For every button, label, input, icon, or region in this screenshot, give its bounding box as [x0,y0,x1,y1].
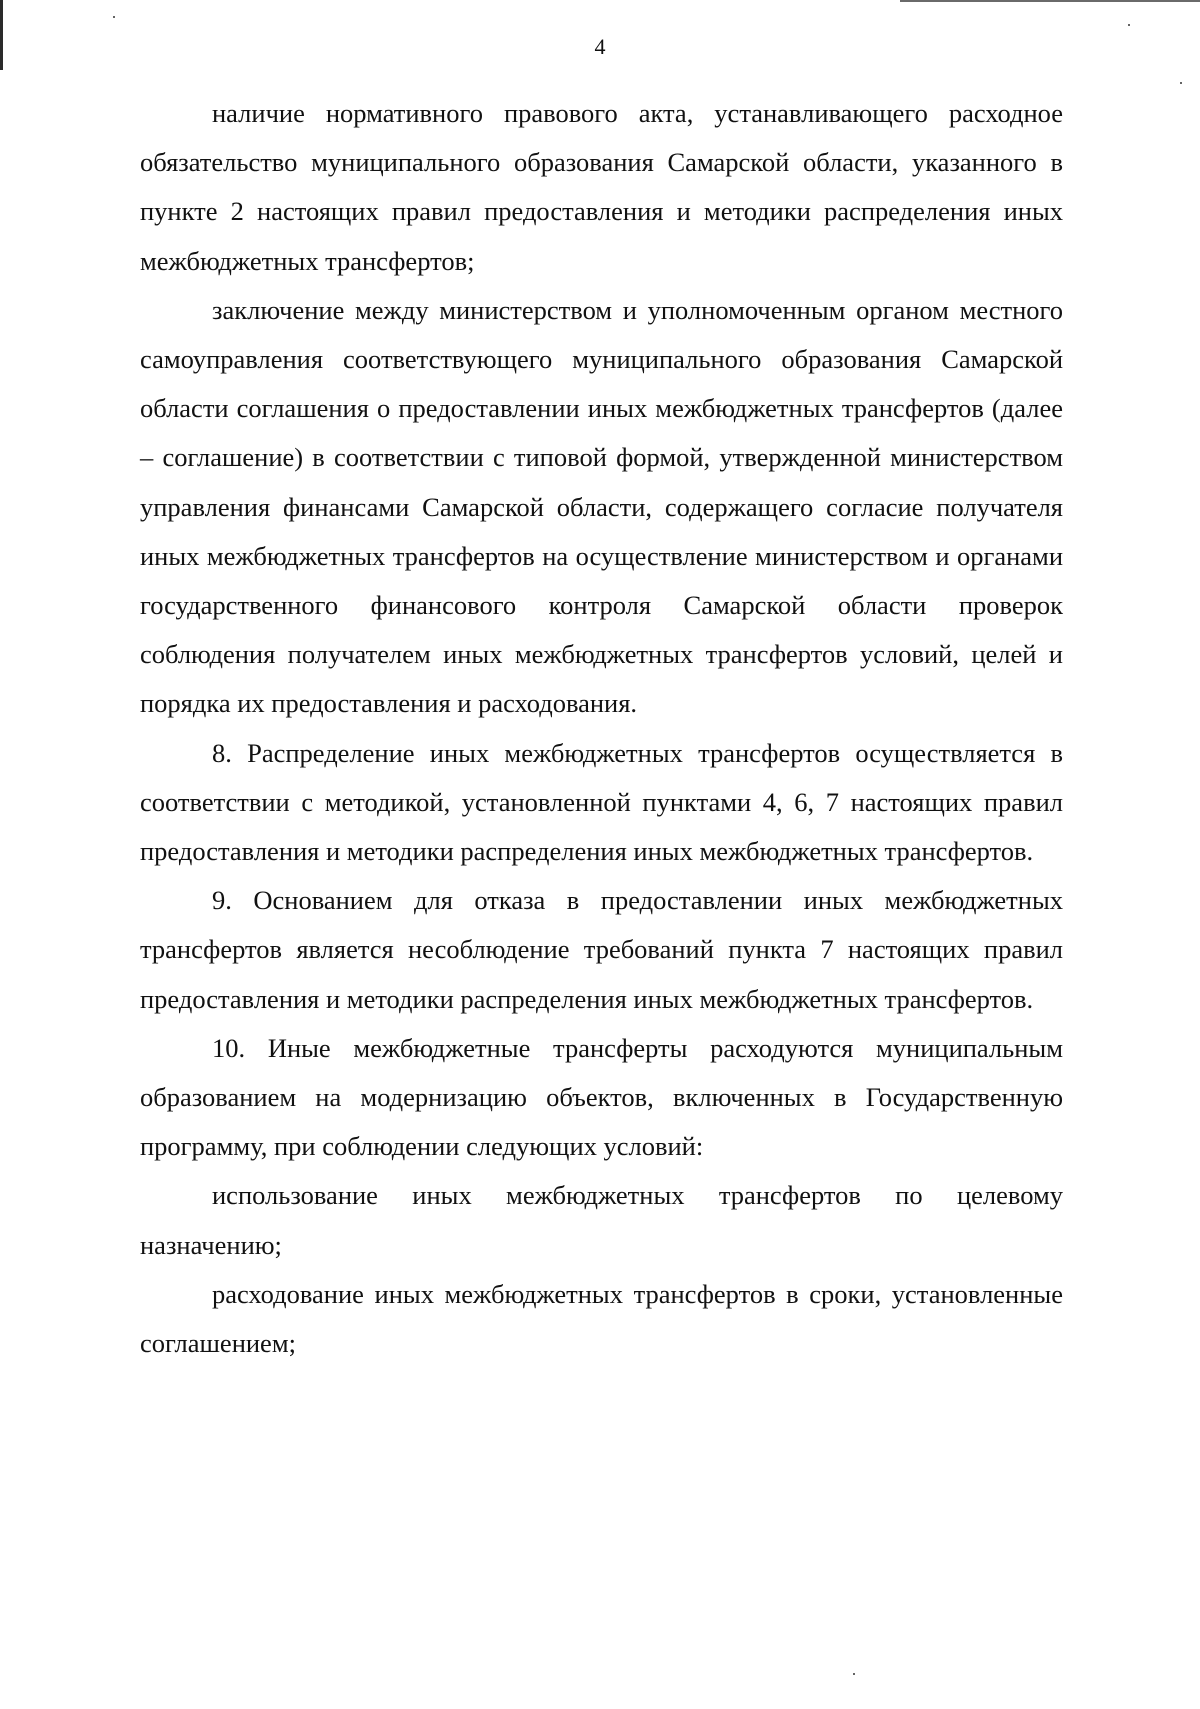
scan-speck [1128,24,1130,26]
paragraph-agreement: заключение между министерством и уполномоченным органом местного самоуправления соответствующего муниципального образования Самарской области соглашения о предоставлении иных межбюджетных трансфертов (далее – соглашение) в соответствии с типовой формой, утвержденной министерством управления финансами Самарской области, содержащего согласие получателя иных межбюджетных трансфертов на осуществление министерством и органами государственного финансового контроля Самарской области проверок соблюдения получателем иных межбюджетных трансфертов условий, целей и порядка их предоставления и расходования. [140,294,1063,719]
paragraph-item-8: 8. Распределение иных межбюджетных трансфертов осуществляется в соответствии с методикой, установленной пунктами 4, 6, 7 настоящих правил предоставления и методики распределения иных межбюджетных трансфертов. [140,737,1063,867]
paragraph-condition-purpose: использование иных межбюджетных трансфертов по целевому назначению; [140,1180,1063,1260]
paragraph-legal-act: наличие нормативного правового акта, устанавливающего расходное обязательство муниципального образования Самарской области, указанного в пункте 2 настоящих правил предоставления и методики распределения иных межбюджетных трансфертов; [140,98,1063,276]
scan-speck [113,16,115,18]
paragraph-condition-deadline: расходование иных межбюджетных трансфертов в сроки, установленные соглашением; [140,1278,1063,1359]
scan-edge-mark [900,0,1200,2]
scan-speck [853,1673,855,1675]
paragraph-item-9: 9. Основанием для отказа в предоставлении иных межбюджетных трансфертов является несоблюдение требований пункта 7 настоящих правил предоставления и методики распределения иных межбюджетных трансфертов. [140,885,1063,1014]
document-body [140,89,1063,1368]
paragraph-item-10: 10. Иные межбюджетные трансферты расходуются муниципальным образованием на модернизацию объектов, включенных в Государственную программу, при соблюдении следующих условий: [140,1032,1063,1162]
page-number: 4 [594,34,606,59]
scan-speck [1180,82,1182,84]
